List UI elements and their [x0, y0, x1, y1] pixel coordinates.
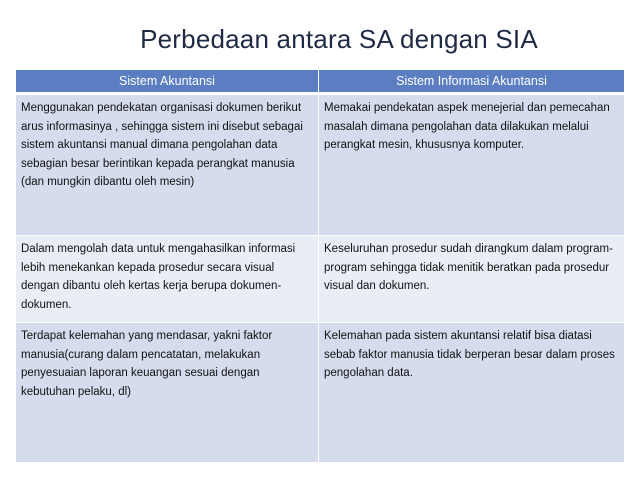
table-cell: Keseluruhan prosedur sudah dirangkum dalam program-program sehingga tidak menitik beratkan pada prosedur visual dan dokumen.: [319, 236, 625, 323]
page-title: Perbedaan antara SA dengan SIA: [140, 24, 538, 54]
column-header-sistem-informasi-akuntansi: Sistem Informasi Akuntansi: [319, 70, 625, 94]
table-cell: Memakai pendekatan aspek menejerial dan pemecahan masalah dimana pengolahan data dilakukan melalui perangkat mesin, khususnya komputer.: [319, 94, 625, 236]
table-row: [16, 94, 625, 236]
table-cell: Menggunakan pendekatan organisasi dokumen berikut arus informasinya , sehingga sistem ini disebut sebagai sistem akuntansi manual dimana pengolahan data sebagian besar berintikan kepada perangkat manusia (dan mungkin dibantu oleh mesin): [16, 94, 319, 236]
column-header-sistem-akuntansi: Sistem Akuntansi: [16, 70, 319, 94]
table-cell: Dalam mengolah data untuk mengahasilkan informasi lebih menekankan kepada prosedur secara visual dengan dibantu oleh kertas kerja berupa dokumen-dokumen.: [16, 236, 319, 323]
comparison-table: [15, 69, 625, 463]
table-cell: Kelemahan pada sistem akuntansi relatif bisa diatasi sebab faktor manusia tidak berperan besar dalam proses pengolahan data.: [319, 323, 625, 463]
table-row: [16, 323, 625, 463]
table-header-row: [16, 70, 625, 94]
table-cell: Terdapat kelemahan yang mendasar, yakni faktor manusia(curang dalam pencatatan, melakukan penyesuaian laporan keuangan sesuai dengan kebutuhan pelaku, dl): [16, 323, 319, 463]
table-row: [16, 236, 625, 323]
